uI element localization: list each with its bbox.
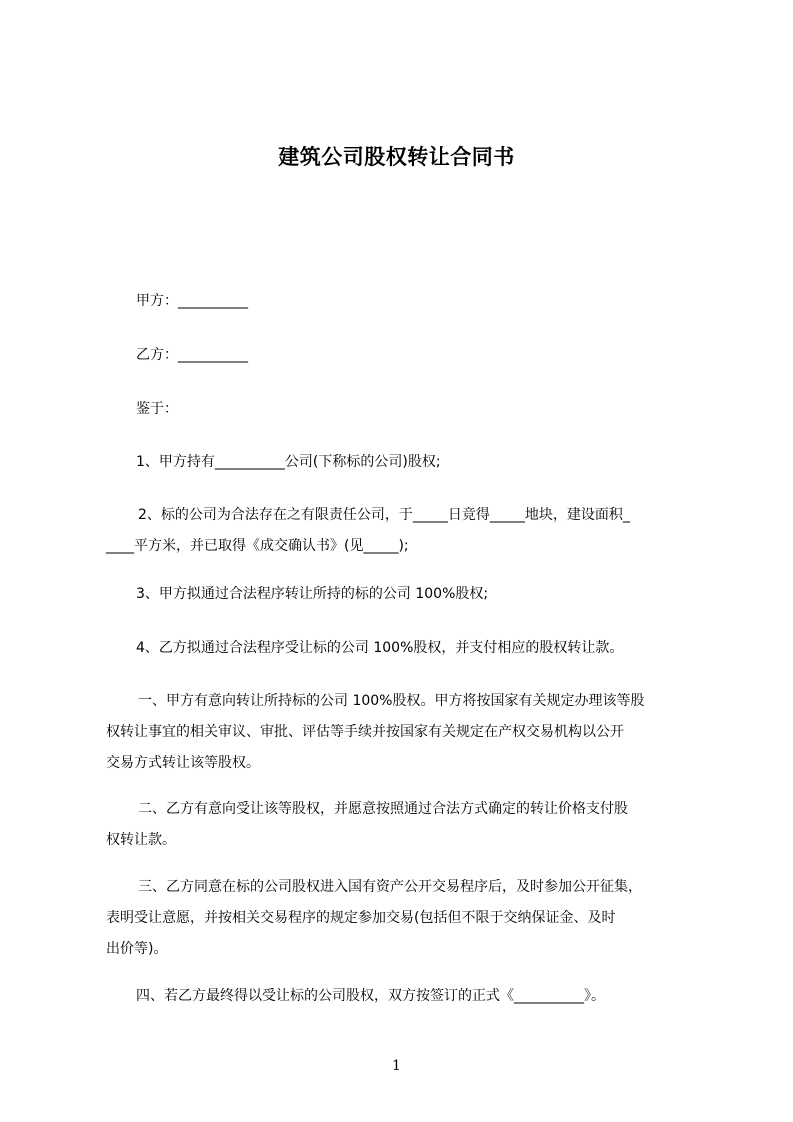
party-b-line: 乙方：__________	[136, 347, 248, 363]
whereas-heading: 鉴于：	[136, 401, 178, 417]
article-3-line-2: 表明受让意愿，并按相关交易程序的规定参加交易(包括但不限于交纳保证金、及时	[106, 910, 616, 926]
article-2-line-2: 权转让款。	[106, 832, 176, 848]
article-1	[106, 686, 706, 779]
article-3-line-1: 三、乙方同意在标的公司股权进入国有资产公开交易程序后，及时参加公开征集，	[138, 879, 642, 895]
article-4: 四、若乙方最终得以受让标的公司股权，双方按签订的正式《__________》。	[136, 988, 605, 1004]
clause-3: 3、甲方拟通过合法程序转让所持的标的公司 100%股权;	[136, 586, 489, 602]
article-2-line-1: 二、乙方有意向受让该等股权，并愿意按照通过合法方式确定的转让价格支付股	[138, 801, 628, 817]
clause-1: 1、甲方持有__________公司(下称标的公司)股权;	[136, 454, 441, 470]
party-a-line: 甲方：__________	[136, 293, 248, 309]
page-title: 建筑公司股权转让合同书	[278, 145, 515, 169]
article-3-line-3: 出价等)。	[106, 941, 168, 957]
clause-2-line-1: 2、标的公司为合法存在之有限责任公司，于_____日竞得_____地块，建设面积_	[138, 507, 630, 523]
article-2	[106, 794, 706, 856]
article-1-line-2: 权转让事宜的相关审议、审批、评估等手续并按国家有关规定在产权交易机构以公开	[106, 724, 624, 740]
article-1-line-3: 交易方式转让该等股权。	[106, 755, 260, 771]
clause-2-line-2: ____平方米，并已取得《成交确认书》(见_____);	[106, 538, 409, 554]
article-3	[106, 872, 706, 965]
clause-4: 4、乙方拟通过合法程序受让标的公司 100%股权，并支付相应的股权转让款。	[136, 640, 624, 656]
article-1-line-1: 一、甲方有意向转让所持标的公司 100%股权。甲方将按国家有关规定办理该等股	[138, 693, 645, 709]
page-number: 1	[392, 1058, 401, 1074]
clause-2	[106, 500, 706, 562]
